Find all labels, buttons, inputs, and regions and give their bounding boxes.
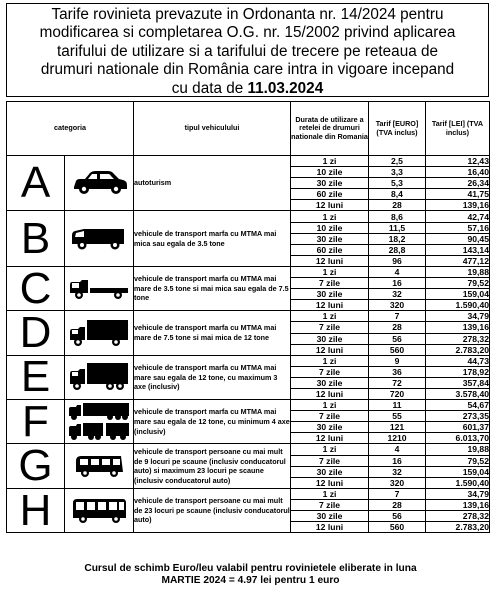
tariff-lei-cell: 26,34 (426, 178, 490, 189)
vehicle-type-description: vehicule de transport marfa cu MTMA mai mare de 3.5 tone si mai mica sau egala de 7.5 tone (134, 266, 291, 310)
tariff-euro-cell: 7 (369, 311, 426, 322)
tariff-lei-cell: 1.590,40 (426, 300, 490, 311)
vehicle-type-description: vehicule de transport marfa cu MTMA mai mica sau egala de 3.5 tone (134, 211, 291, 266)
table-row (7, 444, 490, 455)
tariff-euro-cell: 8,4 (369, 189, 426, 200)
duration-cell: 1 zi (291, 488, 369, 499)
tariff-euro-cell: 8,6 (369, 211, 426, 222)
duration-cell: 7 zile (291, 499, 369, 510)
tariff-euro-cell: 560 (369, 344, 426, 355)
duration-cell: 12 luni (291, 388, 369, 399)
tariff-lei-cell: 178,92 (426, 366, 490, 377)
duration-cell: 12 luni (291, 344, 369, 355)
header-tipul-vehiculului: tipul vehiculului (134, 102, 291, 156)
vehicle-icon-cell (65, 488, 134, 532)
tariff-euro-cell: 55 (369, 411, 426, 422)
tariff-lei-cell: 1.590,40 (426, 477, 490, 488)
tariff-euro-cell: 28 (369, 322, 426, 333)
tariff-euro-cell: 56 (369, 333, 426, 344)
tariff-lei-cell: 139,16 (426, 499, 490, 510)
tariff-lei-cell: 90,45 (426, 233, 490, 244)
tariff-euro-cell: 5,3 (369, 178, 426, 189)
duration-cell: 30 zile (291, 422, 369, 433)
category-letter: C (7, 266, 65, 310)
table-row (7, 400, 490, 411)
tariff-euro-cell: 560 (369, 522, 426, 533)
tariff-lei-cell: 6.013,70 (426, 433, 490, 444)
vehicle-icon-cell (65, 400, 134, 444)
category-letter: F (7, 400, 65, 444)
vehicle-type-description: vehicule de transport persoane cu mai mult de 9 locuri pe scaune (inclusiv conducatorul auto) si maximum 23 locuri pe scaune (inclusiv conducatorul auto) (134, 444, 291, 488)
tariff-lei-cell: 601,37 (426, 422, 490, 433)
duration-cell: 12 luni (291, 433, 369, 444)
tariff-euro-cell: 3,3 (369, 167, 426, 178)
category-letter: G (7, 444, 65, 488)
vehicle-type-description: vehicule de transport marfa cu MTMA mai mare de 7.5 tone si mai mica de 12 tone (134, 311, 291, 355)
duration-cell: 10 zile (291, 222, 369, 233)
table-row (7, 156, 490, 167)
tariff-lei-cell: 42,74 (426, 211, 490, 222)
duration-cell: 7 zile (291, 411, 369, 422)
car-icon (65, 170, 133, 196)
tariff-lei-cell: 12,43 (426, 156, 490, 167)
light-truck-icon (65, 277, 133, 301)
tariff-euro-cell: 28 (369, 499, 426, 510)
tariff-lei-cell: 477,12 (426, 255, 490, 266)
tariff-lei-cell: 278,32 (426, 511, 490, 522)
duration-cell: 30 zile (291, 233, 369, 244)
heavy-truck-icon (65, 362, 133, 392)
tariff-lei-cell: 79,52 (426, 455, 490, 466)
title-date-prefix: cu data de (171, 79, 248, 97)
tariff-lei-cell: 278,32 (426, 333, 490, 344)
tariff-lei-cell: 139,16 (426, 322, 490, 333)
tariff-lei-cell: 357,84 (426, 377, 490, 388)
vehicle-icon-cell (65, 444, 134, 488)
tariff-lei-cell: 2.783,20 (426, 344, 490, 355)
tariff-lei-cell: 16,40 (426, 167, 490, 178)
tariff-euro-cell: 32 (369, 289, 426, 300)
tariff-lei-cell: 273,35 (426, 411, 490, 422)
category-letter: D (7, 311, 65, 355)
title-line-4: drumuri nationale din România care intra in vigoare incepand (40, 61, 455, 79)
tariff-lei-cell: 34,79 (426, 311, 490, 322)
duration-cell: 1 zi (291, 400, 369, 411)
truck-trailer-icon (65, 402, 133, 442)
tariff-lei-cell: 19,88 (426, 266, 490, 277)
duration-cell: 1 zi (291, 444, 369, 455)
category-letter: A (7, 156, 65, 211)
table-row (7, 355, 490, 366)
tariff-lei-cell: 57,16 (426, 222, 490, 233)
tariff-euro-cell: 320 (369, 300, 426, 311)
duration-cell: 7 zile (291, 278, 369, 289)
bus-icon (65, 497, 133, 525)
tariff-euro-cell: 4 (369, 444, 426, 455)
table-row (7, 211, 490, 222)
header-categoria: categoria (7, 102, 134, 156)
tariff-lei-cell: 159,04 (426, 289, 490, 300)
exchange-rate-note (0, 563, 501, 587)
tariff-lei-cell: 159,04 (426, 466, 490, 477)
title-date: 11.03.2024 (247, 79, 324, 97)
duration-cell: 1 zi (291, 311, 369, 322)
duration-cell: 7 zile (291, 366, 369, 377)
vehicle-icon-cell (65, 311, 134, 355)
vehicle-icon-cell (65, 266, 134, 310)
vehicle-type-description: vehicule de transport marfa cu MTMA mai mare sau egala de 12 tone, cu maximum 3 axe (inclusiv) (134, 355, 291, 399)
title-line-1: Tarife rovinieta prevazute in Ordonanta nr. 14/2024 pentru (51, 6, 444, 23)
duration-cell: 7 zile (291, 322, 369, 333)
vehicle-icon-cell (65, 355, 134, 399)
duration-cell: 30 zile (291, 377, 369, 388)
tariff-euro-cell: 1210 (369, 433, 426, 444)
title-line-3: tarifului de utilizare si a tarifului de trecere pe reteaua de (57, 42, 438, 60)
duration-cell: 1 zi (291, 211, 369, 222)
tariff-euro-cell: 28,8 (369, 244, 426, 255)
tariff-euro-cell: 121 (369, 422, 426, 433)
tariff-lei-cell: 19,88 (426, 444, 490, 455)
tariff-euro-cell: 320 (369, 477, 426, 488)
title-line-5 (7, 80, 488, 98)
tariff-lei-cell: 41,75 (426, 189, 490, 200)
tariff-euro-cell: 4 (369, 266, 426, 277)
vehicle-icon-cell (65, 156, 134, 211)
vehicle-type-description: vehicule de transport marfa cu MTMA mai mare sau egala de 12 tone, cu minimum 4 axe (inclusiv) (134, 400, 291, 444)
header-tarif-euro: Tarif [EURO] (TVA inclus) (369, 102, 426, 156)
tariff-euro-cell: 720 (369, 388, 426, 399)
duration-cell: 12 luni (291, 522, 369, 533)
tariff-euro-cell: 18,2 (369, 233, 426, 244)
tariff-euro-cell: 36 (369, 366, 426, 377)
duration-cell: 60 zile (291, 189, 369, 200)
vehicle-type-description: vehicule de transport persoane cu mai mult de 23 locuri pe scaune (inclusiv conducatorul auto) (134, 488, 291, 532)
tariff-euro-cell: 96 (369, 255, 426, 266)
table-header-row (7, 102, 490, 156)
duration-cell: 12 luni (291, 300, 369, 311)
title-box (6, 3, 489, 97)
tariff-euro-cell: 11 (369, 400, 426, 411)
tariff-euro-cell: 32 (369, 466, 426, 477)
header-tarif-lei: Tarif [LEI] (TVA inclus) (426, 102, 490, 156)
duration-cell: 1 zi (291, 266, 369, 277)
van-icon (65, 227, 133, 251)
duration-cell: 10 zile (291, 167, 369, 178)
duration-cell: 12 luni (291, 477, 369, 488)
tariff-euro-cell: 9 (369, 355, 426, 366)
medium-truck-icon (65, 318, 133, 348)
tariff-table (6, 101, 490, 533)
tariff-lei-cell: 143,14 (426, 244, 490, 255)
tariff-euro-cell: 2,5 (369, 156, 426, 167)
vehicle-icon-cell (65, 211, 134, 266)
tariff-euro-cell: 56 (369, 511, 426, 522)
table-row (7, 311, 490, 322)
table-row (7, 488, 490, 499)
tariff-lei-cell: 139,16 (426, 200, 490, 211)
duration-cell: 1 zi (291, 355, 369, 366)
category-letter: H (7, 488, 65, 532)
category-letter: B (7, 211, 65, 266)
tariff-euro-cell: 72 (369, 377, 426, 388)
duration-cell: 30 zile (291, 466, 369, 477)
minibus-icon (65, 453, 133, 479)
table-row (7, 266, 490, 277)
tariff-euro-cell: 16 (369, 455, 426, 466)
exchange-rate-line-1: Cursul de schimb Euro/leu valabil pentru rovinietele eliberate in luna (84, 563, 417, 574)
duration-cell: 30 zile (291, 289, 369, 300)
category-letter: E (7, 355, 65, 399)
tariff-lei-cell: 3.578,40 (426, 388, 490, 399)
tariff-lei-cell: 54,67 (426, 400, 490, 411)
tariff-euro-cell: 28 (369, 200, 426, 211)
tariff-lei-cell: 34,79 (426, 488, 490, 499)
tariff-lei-cell: 79,52 (426, 278, 490, 289)
table-body (7, 156, 490, 533)
tariff-euro-cell: 7 (369, 488, 426, 499)
tariff-euro-cell: 11,5 (369, 222, 426, 233)
title-line-2: modificarea si completarea O.G. nr. 15/2002 privind aplicarea (39, 24, 456, 42)
tariff-euro-cell: 16 (369, 278, 426, 289)
duration-cell: 30 zile (291, 178, 369, 189)
duration-cell: 7 zile (291, 455, 369, 466)
duration-cell: 30 zile (291, 333, 369, 344)
vehicle-type-description: autoturism (134, 156, 291, 211)
duration-cell: 1 zi (291, 156, 369, 167)
duration-cell: 12 luni (291, 255, 369, 266)
header-durata: Durata de utilizare a retelei de drumuri nationale din Romania (291, 102, 369, 156)
duration-cell: 60 zile (291, 244, 369, 255)
tariff-lei-cell: 2.783,20 (426, 522, 490, 533)
tariff-lei-cell: 44,73 (426, 355, 490, 366)
duration-cell: 30 zile (291, 511, 369, 522)
duration-cell: 12 luni (291, 200, 369, 211)
exchange-rate-line-2: MARTIE 2024 = 4.97 lei pentru 1 euro (161, 575, 340, 586)
